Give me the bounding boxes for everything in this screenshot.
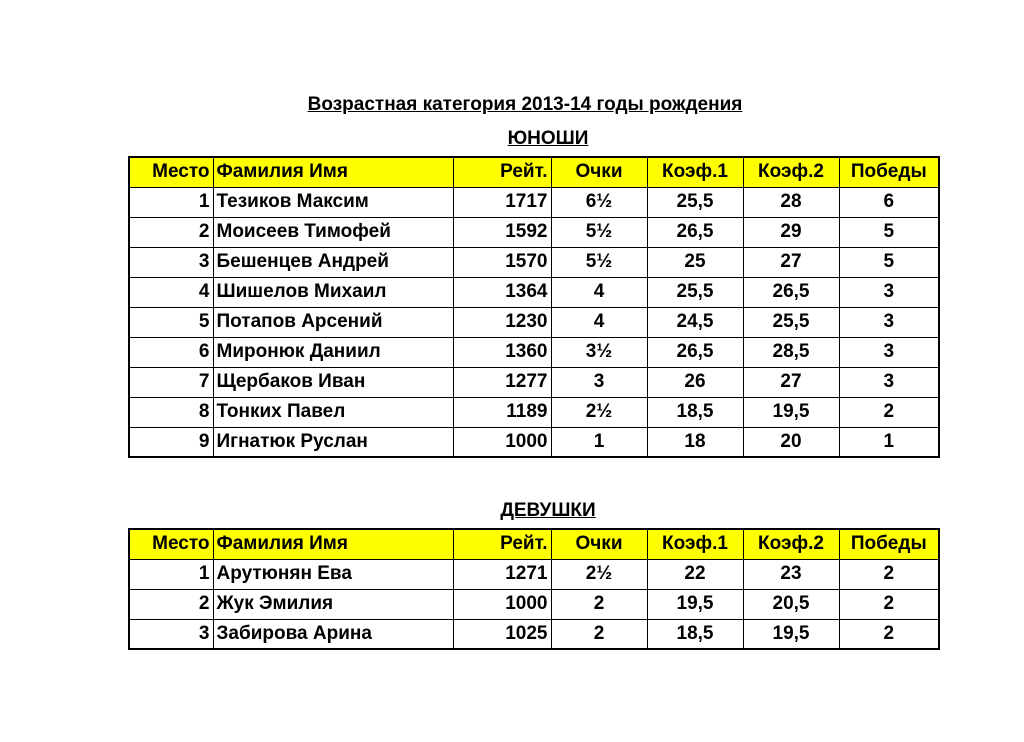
cell-name: Бешенцев Андрей [213, 247, 453, 277]
cell-wins: 1 [839, 427, 939, 457]
cell-coef1: 25,5 [647, 187, 743, 217]
cell-name: Игнатюк Руслан [213, 427, 453, 457]
cell-wins: 2 [839, 397, 939, 427]
cell-points: 6½ [551, 187, 647, 217]
table-row [129, 187, 939, 217]
cell-rating: 1277 [453, 367, 551, 397]
table-row [129, 247, 939, 277]
table-row [129, 559, 939, 589]
cell-name: Тезиков Максим [213, 187, 453, 217]
table-row [129, 337, 939, 367]
cell-rating: 1271 [453, 559, 551, 589]
results-table-girls [128, 528, 940, 650]
cell-coef1: 26,5 [647, 217, 743, 247]
cell-coef1: 26 [647, 367, 743, 397]
cell-place: 1 [129, 559, 213, 589]
cell-name: Тонких Павел [213, 397, 453, 427]
column-header-place: Место [129, 157, 213, 187]
cell-points: 2½ [551, 397, 647, 427]
cell-place: 1 [129, 187, 213, 217]
section-title-boys: ЮНОШИ [507, 128, 589, 149]
cell-coef1: 22 [647, 559, 743, 589]
cell-wins: 5 [839, 247, 939, 277]
table-header-row [129, 529, 939, 559]
column-header-coef1: Коэф.1 [647, 529, 743, 559]
cell-coef2: 28,5 [743, 337, 839, 367]
cell-place: 8 [129, 397, 213, 427]
cell-place: 7 [129, 367, 213, 397]
cell-wins: 2 [839, 589, 939, 619]
cell-coef2: 27 [743, 367, 839, 397]
cell-points: 3½ [551, 337, 647, 367]
cell-wins: 3 [839, 367, 939, 397]
cell-coef2: 29 [743, 217, 839, 247]
cell-coef1: 19,5 [647, 589, 743, 619]
column-header-coef2: Коэф.2 [743, 529, 839, 559]
cell-name: Забирова Арина [213, 619, 453, 649]
cell-wins: 2 [839, 559, 939, 589]
table-row [129, 217, 939, 247]
cell-rating: 1000 [453, 589, 551, 619]
table-row [129, 619, 939, 649]
cell-points: 2½ [551, 559, 647, 589]
table-row [129, 367, 939, 397]
cell-wins: 2 [839, 619, 939, 649]
page-title: Возрастная категория 2013-14 годы рождения [307, 94, 743, 115]
cell-points: 5½ [551, 217, 647, 247]
cell-wins: 3 [839, 337, 939, 367]
cell-coef1: 18,5 [647, 619, 743, 649]
cell-coef1: 25,5 [647, 277, 743, 307]
cell-coef2: 28 [743, 187, 839, 217]
cell-coef2: 20 [743, 427, 839, 457]
cell-rating: 1230 [453, 307, 551, 337]
cell-points: 4 [551, 307, 647, 337]
column-header-rating: Рейт. [453, 529, 551, 559]
cell-place: 3 [129, 619, 213, 649]
cell-coef2: 19,5 [743, 619, 839, 649]
cell-rating: 1360 [453, 337, 551, 367]
cell-name: Миронюк Даниил [213, 337, 453, 367]
cell-points: 2 [551, 589, 647, 619]
column-header-coef1: Коэф.1 [647, 157, 743, 187]
table-header-row [129, 157, 939, 187]
column-header-points: Очки [551, 529, 647, 559]
table-row [129, 589, 939, 619]
cell-coef1: 26,5 [647, 337, 743, 367]
cell-place: 2 [129, 589, 213, 619]
cell-coef1: 18,5 [647, 397, 743, 427]
cell-rating: 1592 [453, 217, 551, 247]
cell-place: 2 [129, 217, 213, 247]
cell-rating: 1717 [453, 187, 551, 217]
column-header-coef2: Коэф.2 [743, 157, 839, 187]
cell-name: Щербаков Иван [213, 367, 453, 397]
cell-coef1: 25 [647, 247, 743, 277]
column-header-name: Фамилия Имя [213, 529, 453, 559]
cell-rating: 1364 [453, 277, 551, 307]
cell-name: Потапов Арсений [213, 307, 453, 337]
cell-points: 5½ [551, 247, 647, 277]
table-row [129, 397, 939, 427]
column-header-wins: Победы [839, 157, 939, 187]
cell-name: Арутюнян Ева [213, 559, 453, 589]
cell-coef1: 18 [647, 427, 743, 457]
column-header-rating: Рейт. [453, 157, 551, 187]
column-header-wins: Победы [839, 529, 939, 559]
table-row [129, 307, 939, 337]
cell-rating: 1570 [453, 247, 551, 277]
cell-coef2: 27 [743, 247, 839, 277]
cell-rating: 1189 [453, 397, 551, 427]
column-header-name: Фамилия Имя [213, 157, 453, 187]
cell-name: Шишелов Михаил [213, 277, 453, 307]
cell-coef2: 23 [743, 559, 839, 589]
column-header-place: Место [129, 529, 213, 559]
table-row [129, 277, 939, 307]
cell-wins: 3 [839, 277, 939, 307]
table-row [129, 427, 939, 457]
cell-coef2: 25,5 [743, 307, 839, 337]
cell-place: 3 [129, 247, 213, 277]
cell-coef1: 24,5 [647, 307, 743, 337]
cell-coef2: 19,5 [743, 397, 839, 427]
cell-wins: 3 [839, 307, 939, 337]
cell-wins: 6 [839, 187, 939, 217]
cell-place: 5 [129, 307, 213, 337]
cell-coef2: 26,5 [743, 277, 839, 307]
cell-points: 2 [551, 619, 647, 649]
section-title-girls: ДЕВУШКИ [500, 500, 596, 521]
results-table-boys [128, 156, 940, 458]
cell-place: 4 [129, 277, 213, 307]
column-header-points: Очки [551, 157, 647, 187]
cell-place: 9 [129, 427, 213, 457]
cell-rating: 1000 [453, 427, 551, 457]
cell-points: 3 [551, 367, 647, 397]
cell-points: 1 [551, 427, 647, 457]
cell-wins: 5 [839, 217, 939, 247]
cell-name: Моисеев Тимофей [213, 217, 453, 247]
cell-name: Жук Эмилия [213, 589, 453, 619]
cell-place: 6 [129, 337, 213, 367]
cell-coef2: 20,5 [743, 589, 839, 619]
cell-points: 4 [551, 277, 647, 307]
cell-rating: 1025 [453, 619, 551, 649]
